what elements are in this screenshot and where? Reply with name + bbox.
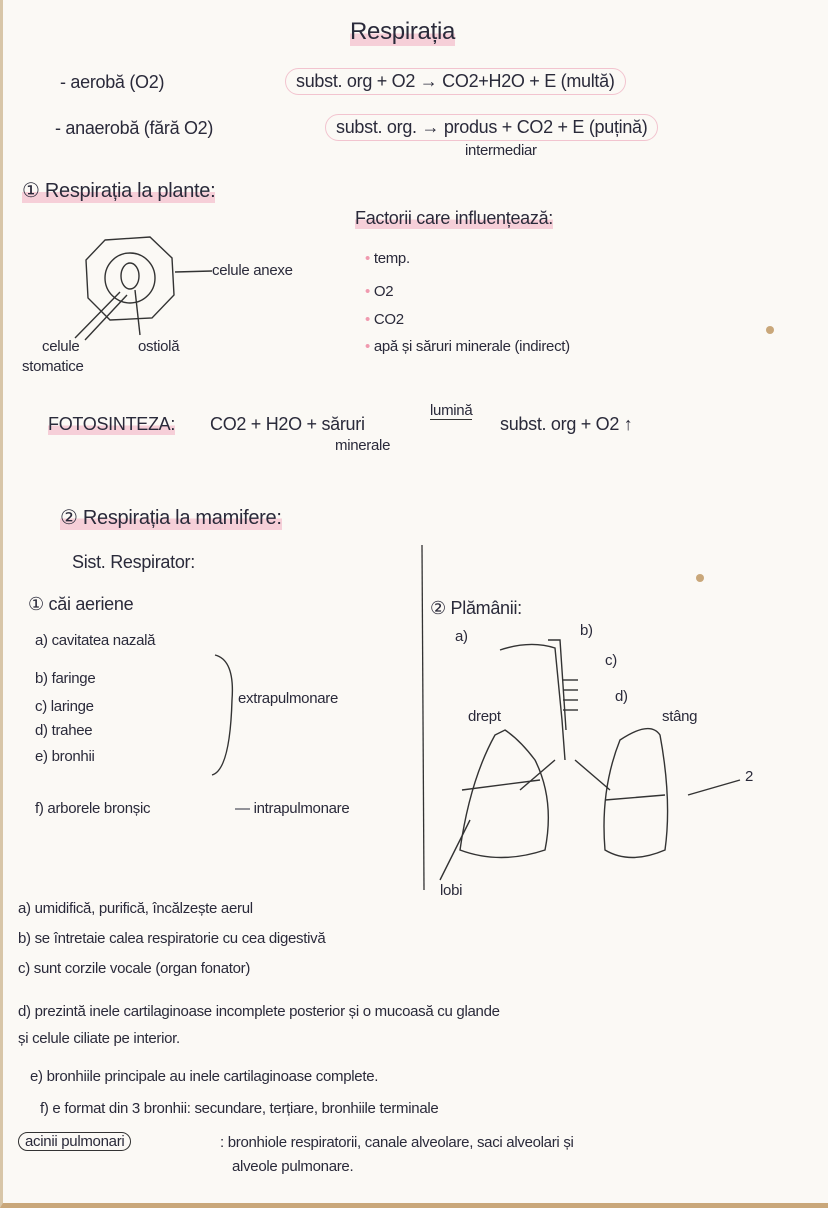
airway-item: c) laringe: [35, 698, 94, 715]
note-item: e) bronhiile principale au inele cartilaginoase complete.: [30, 1068, 379, 1085]
note-item: d) prezintă inele cartilaginoase incomplete posterior și o mucoasă cu glande: [18, 1003, 500, 1020]
airway-item: e) bronhii: [35, 748, 95, 765]
factor-item: O2: [373, 283, 394, 300]
label-stomatice: stomatice: [22, 358, 84, 375]
label-celule-anexe: celule anexe: [212, 262, 293, 279]
note-item: f) e format din 3 bronhii: secundare, terțiare, bronhiile terminale: [40, 1100, 439, 1117]
lung-label-right: drept: [468, 708, 501, 725]
page-title: Respirația: [350, 18, 456, 45]
note-item: și celule ciliate pe interior.: [18, 1030, 180, 1047]
anaerobic-sub: intermediar: [465, 142, 537, 159]
lung-label-c: c): [605, 652, 617, 669]
stoma-diagram: [75, 237, 212, 340]
label-celule: celule: [42, 338, 80, 355]
label-ostiola: ostiolă: [138, 338, 180, 355]
lung-label-lobes: lobi: [440, 882, 463, 899]
photosynthesis-arrow-label: lumină: [430, 402, 473, 419]
acini-label: acinii pulmonari: [18, 1132, 131, 1151]
bronchial-tree-item: f) arborele bronșic: [35, 800, 151, 817]
factor-item: CO2: [373, 311, 404, 328]
aerobic-label: - aerobă (O2): [60, 72, 165, 92]
note-item: a) umidifică, purifică, încălzește aerul: [18, 900, 253, 917]
factors-title: Factorii care influențează:: [355, 208, 554, 228]
factor-item: temp.: [373, 250, 410, 267]
lung-label-d: d): [615, 688, 628, 705]
lung-label-a: a): [455, 628, 468, 645]
lung-label-b: b): [580, 622, 593, 639]
photosynthesis-left-sub: minerale: [335, 437, 391, 454]
factor-item: apă și săruri minerale (indirect): [373, 338, 570, 355]
photosynthesis-right: subst. org + O2 ↑: [500, 414, 633, 434]
photosynthesis-left: CO2 + H2O + săruri: [210, 414, 365, 434]
airway-item: a) cavitatea nazală: [35, 632, 156, 649]
lungs-title: ② Plămânii:: [430, 598, 522, 618]
divider: [422, 545, 424, 890]
extrapulmonary-label: extrapulmonare: [238, 690, 339, 707]
system-title: Sist. Respirator:: [72, 552, 195, 572]
photosynthesis-label: FOTOSINTEZA:: [48, 414, 176, 434]
airway-item: d) trahee: [35, 722, 93, 739]
acini-text: : bronhiole respiratorii, canale alveolare, saci alveolari și: [220, 1134, 574, 1151]
anaerobic-equation: subst. org. → produs + CO2 + E (puțină): [325, 114, 658, 141]
brace: [212, 655, 232, 775]
anaerobic-label: - anaerobă (fără O2): [55, 118, 214, 138]
airways-title: ① căi aeriene: [28, 594, 134, 614]
note-item: c) sunt corzile vocale (organ fonator): [18, 960, 251, 977]
airway-item: b) faringe: [35, 670, 96, 687]
note-item: b) se întretaie calea respiratorie cu cea digestivă: [18, 930, 326, 947]
lung-label-left: stâng: [662, 708, 698, 725]
section-plants-heading: ① Respirația la plante:: [22, 180, 216, 202]
aerobic-equation: subst. org + O2 → CO2+H2O + E (multă): [285, 68, 626, 95]
lungs-diagram: [440, 640, 740, 880]
lung-label-2: 2: [745, 768, 754, 785]
acini-text-2: alveole pulmonare.: [232, 1158, 354, 1175]
intrapulmonary-label: — intrapulmonare: [235, 800, 350, 817]
section-mammals-heading: ② Respirația la mamifere:: [60, 507, 282, 529]
